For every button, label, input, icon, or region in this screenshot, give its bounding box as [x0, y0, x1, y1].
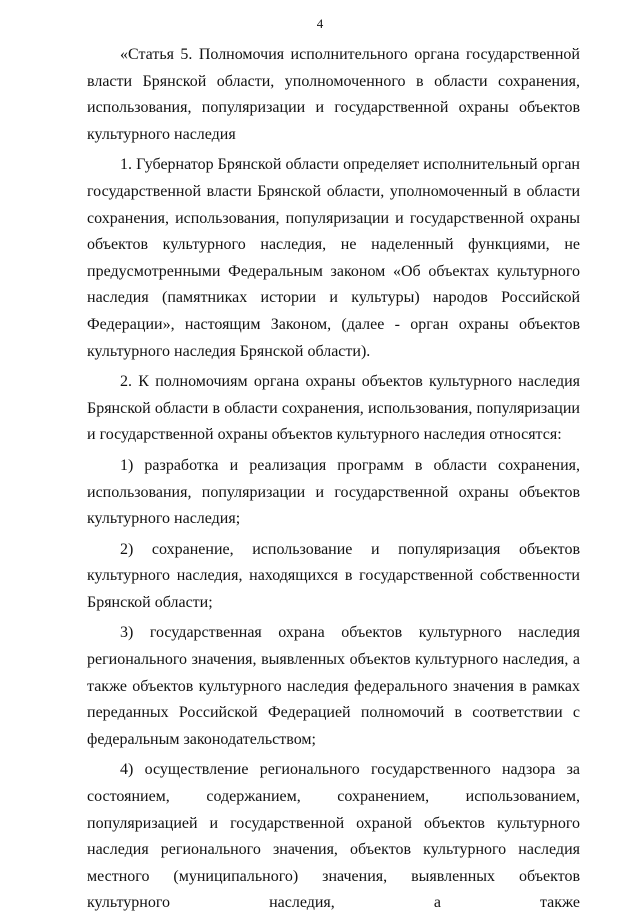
list-item-1: 1) разработка и реализация программ в области сохранения, использования, популяризации и государственной охраны объектов культурного наследия; — [87, 456, 580, 528]
paragraph-1: 1. Губернатор Брянской области определяет исполнительный орган государственной власти Брянской области, уполномоченный в области сохранения, использования, популяризации и государственной охраны объектов культурного наследия, не наделенный функциями, не предусмотренными Федеральным законом «Об объектах культурного наследия (памятниках истории и культуры) народов Российской Федерации», настоящим Законом, (далее - орган охраны объектов культурного наследия Брянской области). — [87, 156, 580, 360]
page-number: 4 — [316, 16, 324, 31]
article-heading: «Статья 5. Полномочия исполнительного органа государственной власти Брянской области, уполномоченного в области сохранения, использования, популяризации и государственной охраны объектов культурного наследия — [87, 46, 580, 143]
list-item-4: 4) осуществление регионального государственного надзора за состоянием, содержанием, сохранением, использованием, популяризацией и государственной охраной объектов культурного наследия регионального значения, объектов культурного наследия местного (муниципального) значения, выявленных объектов культурного наследия, а также — [87, 761, 580, 912]
list-item-3: 3) государственная охрана объектов культурного наследия регионального значения, выявленных объектов культурного наследия, а также объектов культурного наследия федерального значения в рамках переданных Российской Федерацией полномочий в соответствии с федеральным законодательством; — [87, 624, 580, 748]
list-item-2: 2) сохранение, использование и популяризация объектов культурного наследия, находящихся в государственной собственности Брянской области; — [87, 540, 580, 611]
document-body — [87, 42, 580, 921]
paragraph-2: 2. К полномочиям органа охраны объектов культурного наследия Брянской области в области сохранения, использования, популяризации и государственной охраны объектов культурного наследия относятся: — [87, 373, 580, 444]
